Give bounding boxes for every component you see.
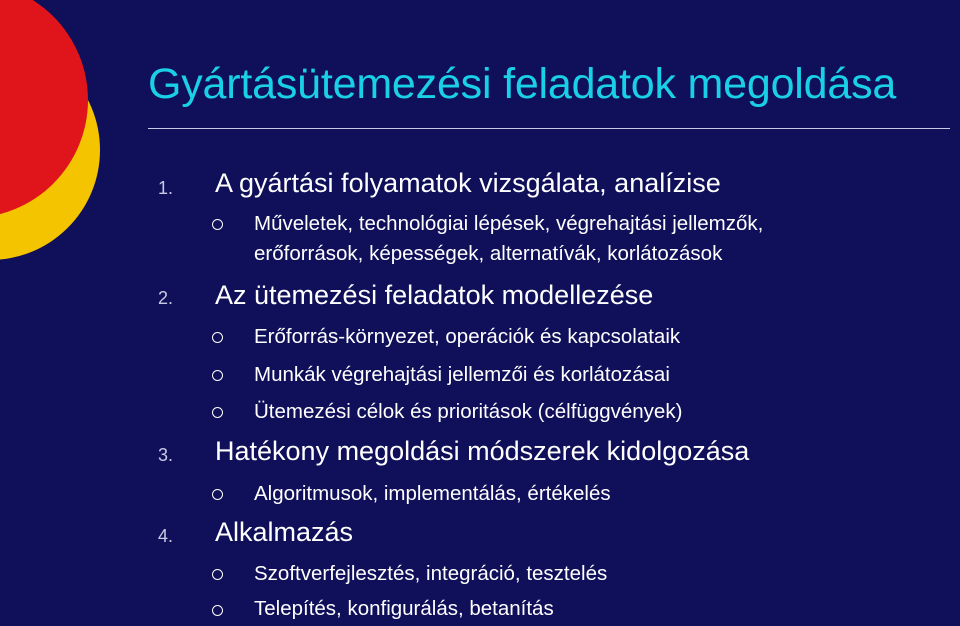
slide-title: Gyártásütemezési feladatok megoldása (148, 60, 897, 108)
corner-decoration (0, 0, 200, 320)
ring-bullet-icon (212, 370, 223, 381)
ring-bullet-icon (212, 605, 223, 616)
item-number: 4. (158, 526, 174, 546)
sub-item: Telepítés, konfigurálás, betanítás (254, 597, 554, 620)
item-heading: A gyártási folyamatok vizsgálata, analízise (215, 168, 721, 198)
sub-item: Műveletek, technológiai lépések, végrehajtási jellemzők, (254, 212, 764, 235)
sub-item: Erőforrás-környezet, operációk és kapcsolataik (254, 325, 681, 348)
item-heading: Hatékony megoldási módszerek kidolgozása (215, 436, 750, 466)
ring-bullet-icon (212, 332, 223, 343)
ring-bullet-icon (212, 219, 223, 230)
item-number: 1. (158, 178, 174, 198)
item-number: 3. (158, 445, 174, 465)
sub-item: Ütemezési célok és prioritások (célfüggvények) (254, 400, 683, 423)
sub-item: Algoritmusok, implementálás, értékelés (254, 482, 611, 505)
sub-item: erőforrások, képességek, alternatívák, korlátozások (254, 242, 723, 265)
ring-bullet-icon (212, 407, 223, 418)
ring-bullet-icon (212, 489, 223, 500)
sub-item: Szoftverfejlesztés, integráció, tesztelés (254, 562, 608, 585)
title-divider (148, 128, 950, 129)
item-heading: Az ütemezési feladatok modellezése (215, 280, 654, 310)
ring-bullet-icon (212, 569, 223, 580)
item-heading: Alkalmazás (215, 517, 354, 547)
sub-item: Munkák végrehajtási jellemzői és korlátozásai (254, 363, 670, 386)
item-number: 2. (158, 288, 174, 308)
